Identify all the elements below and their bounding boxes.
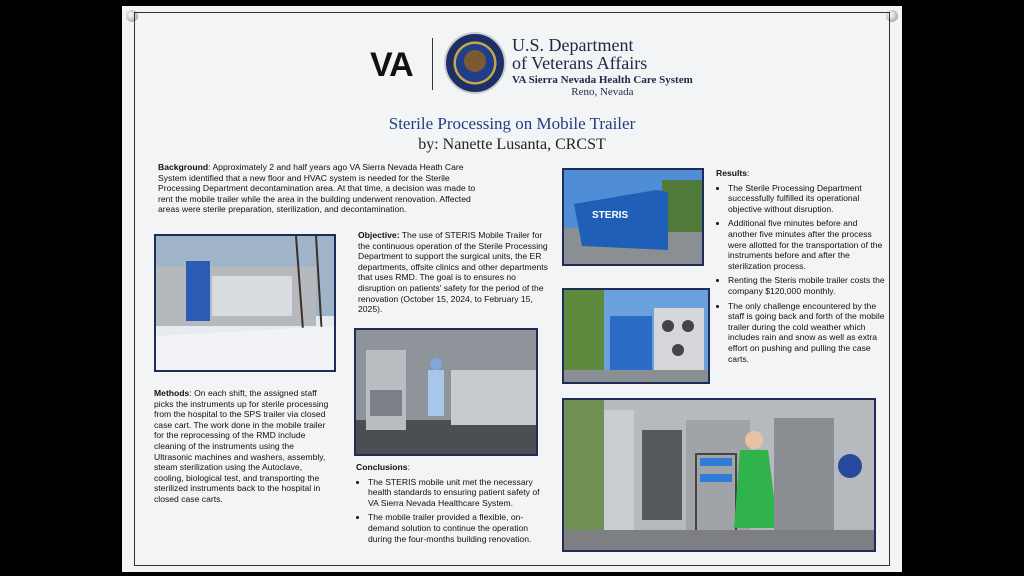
location: Reno, Nevada — [571, 86, 634, 98]
photo-hvac-units — [562, 288, 710, 384]
dept-line1: U.S. Department — [512, 35, 634, 55]
methods-section — [154, 388, 332, 505]
result-item: • Renting the Steris mobile trailer costs the company $120,000 monthly. — [728, 275, 886, 296]
background-text: : Approximately 2 and half years ago VA Sierra Nevada Heath Care System identified that a new floor and HVAC system is needed for the Sterile Processing Department decontamination area. At that time, a decision was made to rent the mobile trailer while the area in the building underwent renovation. Affected areas were sterile preparation, sterilization, and decontamination. — [158, 162, 476, 215]
results-section: Results: • The Sterile Processing Department successfully fulfilled its operational objective without disruption. • Additional five minutes before and another five minutes after the process were allotted for the transportation of the instruments before and after the sterilization process. • Renting the Steris mobile trailer costs the company $120,000 monthly. • The only challenge encountered by the staff is going back and forth of the mobile trailer during the cold weather which includes rain and snow as well as extra effort on pushing and pulling the case carts. — [716, 168, 886, 368]
results-list — [716, 183, 886, 365]
header-divider — [432, 38, 433, 90]
objective-section — [358, 230, 548, 315]
health-care-system: VA Sierra Nevada Health Care System — [512, 74, 693, 86]
conclusion-item: • The mobile trailer provided a flexible, on-demand solution to continue the operation during the four-months building renovation. — [368, 512, 546, 544]
photo-worker-case-cart — [562, 398, 876, 552]
objective-label: Objective: — [358, 230, 400, 240]
poster — [122, 6, 902, 572]
results-label: Results — [716, 168, 748, 178]
conclusions-label: Conclusions — [356, 462, 408, 472]
photo-steris-trailer — [562, 168, 704, 266]
conclusions-section: Conclusions: • The STERIS mobile unit met the necessary health standards to ensuring patient safety of VA Sierra Nevada Healthcare System. • The mobile trailer provided a flexible, on-demand solution to continue the operation during the four-months building renovation. — [356, 462, 546, 548]
poster-author: by: Nanette Lusanta, CRCST — [418, 136, 606, 153]
photo-trailer-snow — [154, 234, 336, 372]
conclusions-list — [356, 477, 546, 545]
result-item: • The only challenge encountered by the staff is going back and forth of the mobile trailer during the cold weather which includes rain and snow as well as extra effort on pushing and pulling the case carts. — [728, 301, 886, 365]
photo-decontamination-room — [354, 328, 538, 456]
department-block — [512, 36, 693, 98]
dept-line2: of Veterans Affairs — [512, 53, 648, 73]
background-label: Background — [158, 162, 209, 172]
steris-brand-text: STERIS — [592, 210, 629, 221]
result-item: • The Sterile Processing Department successfully fulfilled its operational objective without disruption. — [728, 183, 886, 215]
poster-title: Sterile Processing on Mobile Trailer — [388, 114, 636, 133]
background-section — [158, 162, 488, 215]
objective-text: The use of STERIS Mobile Trailer for the continuous operation of the Sterile Processing Department to support the surgical units, the ER departments, offsite clinics and other departments that uses RMD. The goal is to ensures no disruption on patients' safety for the period of the renovation (October 15, 2024, to February 15, 2025). — [358, 230, 548, 315]
header — [122, 30, 902, 100]
result-item: • Additional five minutes before and another five minutes after the process were allotted for the transportation of the instruments before and after the sterilization process. — [728, 218, 886, 271]
va-seal-icon — [444, 32, 506, 94]
conclusion-item: • The STERIS mobile unit met the necessary health standards to ensuring patient safety of VA Sierra Nevada Healthcare System. — [368, 477, 546, 509]
va-logo: VA — [370, 46, 413, 84]
methods-label: Methods — [154, 388, 190, 398]
methods-text: : On each shift, the assigned staff picks the instruments up for sterile processing from the hospital to the SPS trailer via closed case cart. The work done in the mobile trailer for the reprocessing of the RMD include cleaning of the instruments using the Ultrasonic machines and washers, assembly, steam sterilization using the Autoclave, cooling, biological test, and transporting the sterilized instruments back to the hospital in closed case carts. — [154, 388, 329, 504]
